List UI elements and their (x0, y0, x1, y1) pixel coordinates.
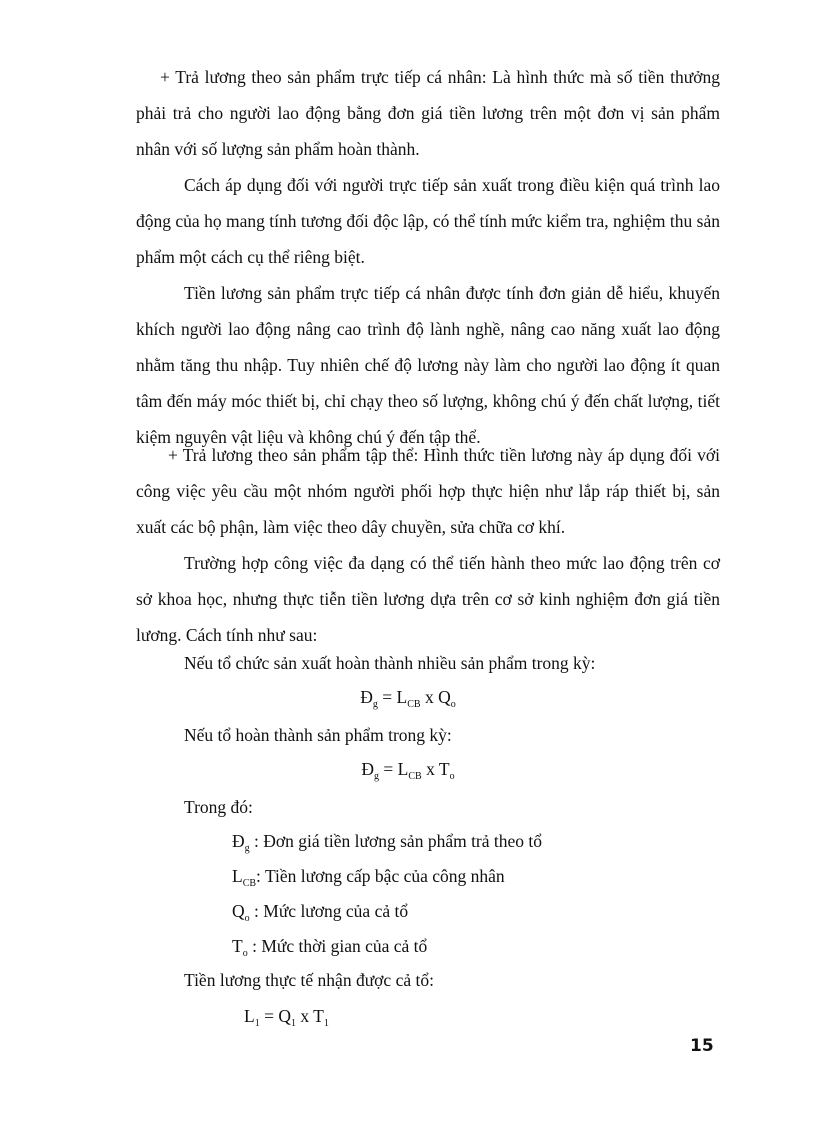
paragraph-calculation-intro: Trường hợp công việc đa dạng có thể tiến hành theo mức lao động trên cơ sở khoa học, nhưng thực tiễn tiền lương dựa trên cơ sở kinh nghiệm đơn giá tiền lương. Cách tính như sau: (136, 553, 720, 645)
formula-unit-price-quantity: $Đ_g = L_{CB}$ x $Q_o$ (360, 687, 456, 710)
actual-wage-label: Tiền lương thực tế nhận được cả tổ: (184, 970, 434, 990)
case-many-products: Nếu tổ chức sản xuất hoàn thành nhiều sản phẩm trong kỳ: (184, 653, 596, 673)
paragraph-collective-piece-rate: + Trả lương theo sản phẩm tập thể: Hình thức tiền lương này áp dụng đối với công việc yêu cầu một nhóm người phối hợp thực hiện như lắp ráp thiết bị, sản xuất các bộ phận, làm việc theo dây chuyền, sửa chữa cơ khí. (136, 445, 720, 537)
paragraph-application: Cách áp dụng đối với người trực tiếp sản xuất trong điều kiện quá trình lao động của họ mang tính tương đối độc lập, có thể tính mức kiểm tra, nghiệm thu sản phẩm một cách cụ thể riêng biệt. (136, 175, 720, 267)
definition-item: $L_{CB}$: Tiền lương cấp bậc của công nhân (232, 866, 505, 889)
formula-actual-wage: $L_1 = Q_1$ x $T_1$ (244, 1006, 329, 1029)
paragraph-direct-piece-rate: + Trả lương theo sản phẩm trực tiếp cá nhân: Là hình thức mà số tiền thưởng phải trả cho người lao động bằng đơn giá tiền lương trên một đơn vị sản phẩm nhân với số lượng sản phẩm hoàn thành. (136, 67, 720, 159)
page-number: 15 (690, 1036, 714, 1056)
where-label: Trong đó: (184, 797, 253, 817)
definition-item: $Q_o$ : Mức lương của cả tổ (232, 901, 409, 924)
paragraph-advantages: Tiền lương sản phẩm trực tiếp cá nhân được tính đơn giản dễ hiểu, khuyến khích người lao động nâng cao trình độ lành nghề, nâng cao năng xuất lao động nhằm tăng thu nhập. Tuy nhiên chế độ lương này làm cho người lao động ít quan tâm đến máy móc thiết bị, chỉ chạy theo số lượng, không chú ý đến chất lượng, tiết kiệm nguyên vật liệu và không chú ý đến tập thể. (136, 283, 720, 447)
definition-item: $Đ_g$ : Đơn giá tiền lương sản phẩm trả theo tổ (232, 831, 543, 854)
case-complete-products: Nếu tổ hoàn thành sản phẩm trong kỳ: (184, 725, 452, 745)
definition-item: $T_o$ : Mức thời gian của cả tổ (232, 936, 428, 959)
formula-unit-price-time: $Đ_g = L_{CB}$ x $T_o$ (361, 759, 455, 782)
